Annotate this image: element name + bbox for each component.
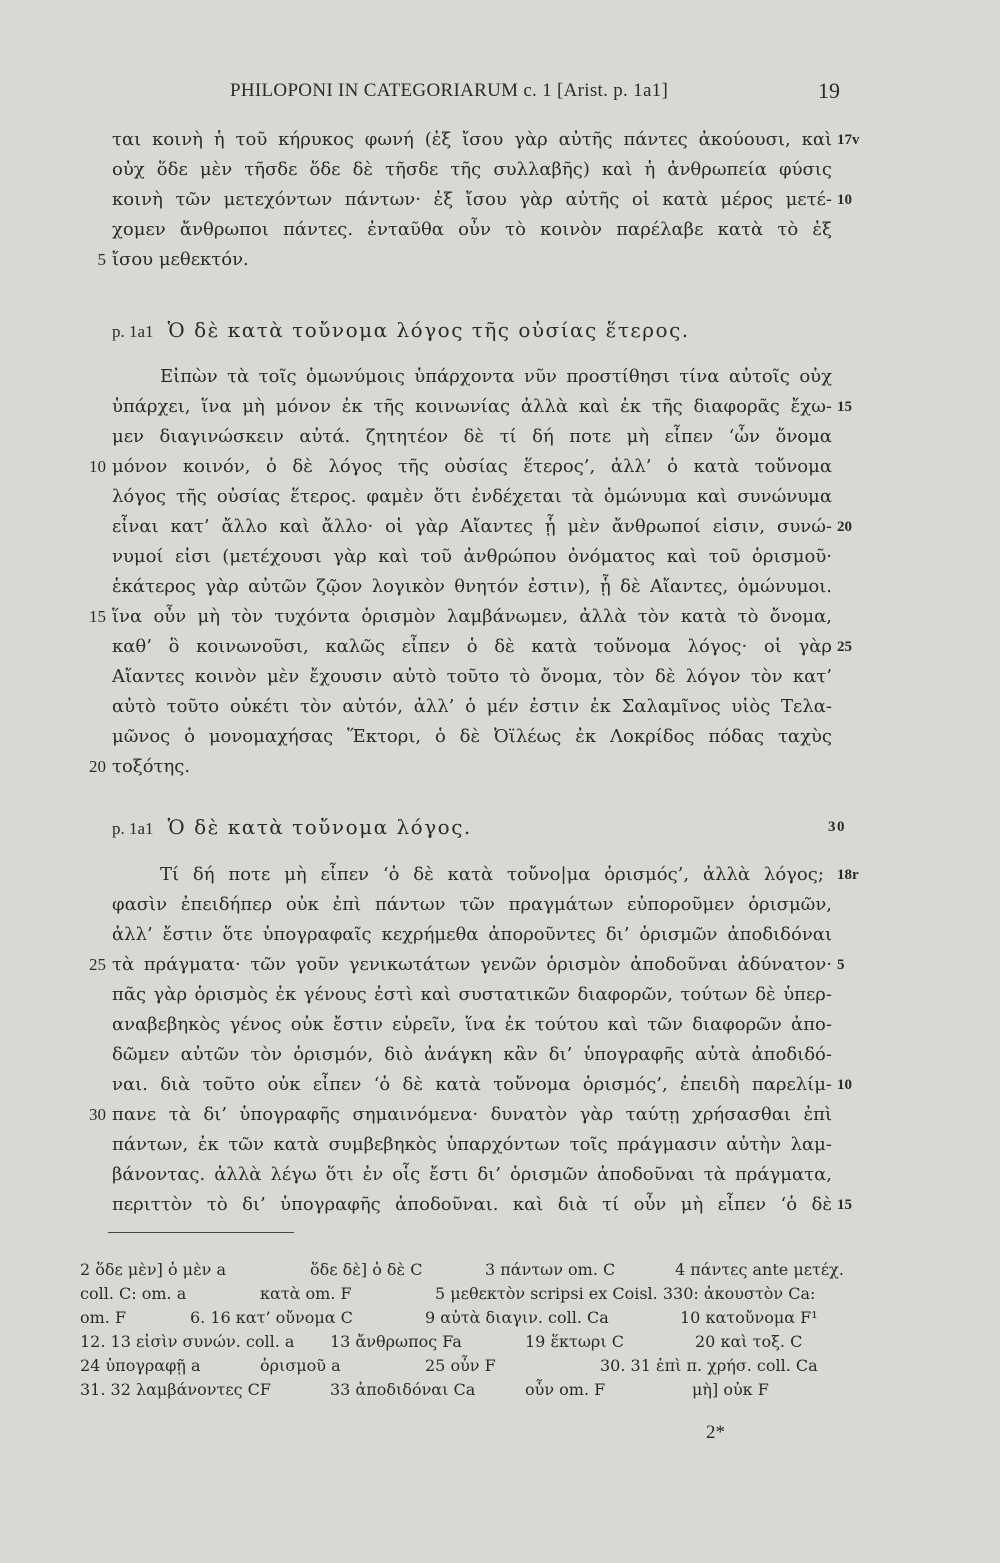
text-line: ται κοινὴ ἡ τοῦ κήρυκος φωνή (ἐξ ἴσου γὰρ αὐτῆς πάντες ἀκούουσι, καὶ 17v xyxy=(112,129,860,150)
text-line: ἑκάτερος γὰρ αὐτῶν ζῷον λογικὸν θνητόν ἐστιν), ᾗ δὲ Αἴαντες, ὁμώνυμοι. xyxy=(112,576,833,597)
text-line: φασὶν ἐπειδήπερ οὐκ ἐπὶ πάντων τῶν πραγμάτων εὐποροῦμεν ὁρισμῶν, xyxy=(112,894,833,915)
text-line: αναβεβηκὸς γένος οὐκ ἔστιν εὑρεῖν, ἵνα ἐκ τούτου καὶ τῶν διαφορῶν ἀπο- xyxy=(112,1014,832,1035)
text-line: 15 ἵνα οὖν μὴ τὸν τυχόντα ὁρισμὸν λαμβάνωμεν, ἀλλὰ τὸν κατὰ τὸ ὄνομα, xyxy=(89,606,832,627)
text-line: κοινὴ τῶν μετεχόντων πάντων· ἐξ ἴσου γὰρ αὐτῆς οἱ κατὰ μέρος μετέ- 10 xyxy=(112,189,852,210)
text-line: δῶμεν αὐτῶν τὸν ὁρισμόν, διὸ ἀνάγκη κἂν δι’ ὑπογραφῆς αὐτὰ ἀποδιδό- xyxy=(112,1044,832,1065)
text-line: 5 ἴσου μεθεκτόν. xyxy=(97,249,249,270)
text-line: μῶνος ὁ μονομαχήσας Ἕκτορι, ὁ δὲ Ὀϊλέως ἐκ Λοκρίδος πόδας ταχὺς xyxy=(112,726,833,747)
page-header xyxy=(0,80,1000,110)
footnote-divider xyxy=(108,1232,294,1233)
lemma-heading: p. 1a1 Ὁ δὲ κατὰ τοὔνομα λόγος τῆς οὐσίας ἕτερος. xyxy=(112,318,690,342)
text-line: περιττὸν τὸ δι’ ὑπογραφῆς ἀποδοῦναι. καὶ διὰ τί οὖν μὴ εἶπεν ‘ὁ δὲ 15 xyxy=(112,1194,852,1215)
signature-mark: 2* xyxy=(706,1422,725,1443)
text-line: πάντων, ἐκ τῶν κατὰ συμβεβηκὸς ὑπαρχόντων τοῖς πράγμασιν αὐτὴν λαμ- xyxy=(112,1134,832,1155)
text-line: 30 πανε τὰ δι’ ὑπογραφῆς σημαινόμενα· δυνατὸν γὰρ ταύτῃ χρήσασθαι ἐπὶ xyxy=(89,1104,833,1125)
text-line: βάνοντας. ἀλλὰ λέγω ὅτι ἐν οἷς ἔστι δι’ ὁρισμῶν ἀποδοῦναι τὰ πράγματα, xyxy=(112,1164,832,1185)
text-line: χομεν ἄνθρωποι πάντες. ἐνταῦθα οὖν τὸ κοινὸν παρέλαβε κατὰ τὸ ἐξ xyxy=(112,219,832,240)
text-line: Τί δή ποτε μὴ εἶπεν ‘ὁ δὲ κατὰ τοὔνο|μα ὁρισμός’, ἀλλὰ λόγος; 18r xyxy=(160,864,859,885)
text-line: λόγος τῆς οὐσίας ἕτερος. φαμὲν ὅτι ἐνδέχεται τὰ ὁμώνυμα καὶ συνώνυμα xyxy=(112,486,832,507)
text-line: 20 τοξότης. xyxy=(89,756,191,777)
text-line: 25 τὰ πράγματα· τῶν γοῦν γενικωτάτων γενῶν ὁρισμὸν ἀποδοῦναι ἀδύνατον· 5 xyxy=(89,954,845,975)
footnote-line: 12. 13 εἰσὶν συνών. coll. a 13 ἄνθρωπος Fa 19 ἕκτωρι C 20 καὶ τοξ. C xyxy=(80,1332,803,1351)
text-line: ὑπάρχει, ἵνα μὴ μόνον ἐκ τῆς κοινωνίας ἀλλὰ καὶ ἐκ τῆς διαφορᾶς ἔχω- 15 xyxy=(112,396,852,417)
text-line: εἶναι κατ’ ἄλλο καὶ ἄλλο· οἱ γὰρ Αἴαντες ᾗ μὲν ἄνθρωποί εἰσιν, συνώ- 20 xyxy=(112,516,852,537)
text-line: 10 μόνον κοινόν, ὁ δὲ λόγος τῆς οὐσίας ἕτερος’, ἀλλ’ ὁ κατὰ τοὔνομα xyxy=(89,456,832,477)
text-line: μεν διαγινώσκειν αὐτά. ζητητέον δὲ τί δή ποτε μὴ εἶπεν ‘ὧν ὄνομα xyxy=(112,426,832,447)
text-line: οὐχ ὅδε μὲν τῆσδε ὅδε δὲ τῆσδε τῆς συλλαβῆς) καὶ ἡ ἀνθρωπεία φύσις xyxy=(112,159,832,180)
text-line: Αἴαντες κοινὸν μὲν ἔχουσιν αὐτὸ τοῦτο τὸ ὄνομα, τὸν δὲ λόγον τὸν κατ’ xyxy=(112,666,832,687)
text-line: πᾶς γὰρ ὁρισμὸς ἐκ γένους ἐστὶ καὶ συστατικῶν διαφορῶν, τούτων δὲ ὑπερ- xyxy=(112,984,832,1005)
lemma-heading: p. 1a1 Ὁ δὲ κατὰ τοὔνομα λόγος. 30 xyxy=(112,815,846,839)
footnote-line: coll. C: om. a κατὰ om. F 5 μεθεκτὸν scripsi ex Coisl. 330: ἀκουστὸν Ca: xyxy=(80,1284,816,1303)
footnote-line: 24 ὑπογραφῇ a ὁρισμοῦ a 25 οὖν F 30. 31 ἐπὶ π. χρήσ. coll. Ca xyxy=(80,1356,818,1375)
text-line: αὐτὸ τοῦτο οὐκέτι τὸν αὐτόν, ἀλλ’ ὁ μέν ἐστιν ἐκ Σαλαμῖνος υἱὸς Τελα- xyxy=(112,696,833,717)
footnote-line: 2 ὅδε μὲν] ὁ μὲν a ὅδε δὲ] ὁ δὲ C 3 πάντων om. C 4 πάντες ante μετέχ. xyxy=(80,1260,844,1279)
page-number: 19 xyxy=(818,78,840,103)
text-line: καθ’ ὃ κοινωνοῦσι, καλῶς εἶπεν ὁ δὲ κατὰ τοὔνομα λόγος· οἱ γὰρ 25 xyxy=(112,636,852,657)
text-line: ναι. διὰ τοῦτο οὐκ εἶπεν ‘ὁ δὲ κατὰ τοὔνομα ὁρισμός’, ἐπειδὴ παρελίμ- 10 xyxy=(112,1074,852,1095)
text-line: Εἰπὼν τὰ τοῖς ὁμωνύμοις ὑπάρχοντα νῦν προστίθησι τίνα αὐτοῖς οὐχ xyxy=(160,366,833,387)
text-line: νυμοί εἰσι (μετέχουσι γὰρ καὶ τοῦ ἀνθρώπου ὀνόματος καὶ τοῦ ὁρισμοῦ· xyxy=(112,546,832,567)
running-head: PHILOPONI IN CATEGORIARUM c. 1 [Arist. p. 1a1] xyxy=(230,80,669,101)
footnote-line: 31. 32 λαμβάνοντες CF 33 ἀποδιδόναι Ca οὖν om. F μὴ] οὐκ F xyxy=(80,1380,769,1399)
text-line: ἀλλ’ ἔστιν ὅτε ὑπογραφαῖς κεχρήμεθα ἀποροῦντες δι’ ὁρισμῶν ἀποδιδόναι xyxy=(112,924,833,945)
footnote-line: om. F 6. 16 κατ’ οὔνομα C 9 αὐτὰ διαγιν. coll. Ca 10 κατοὔνομα F¹ xyxy=(80,1308,818,1327)
